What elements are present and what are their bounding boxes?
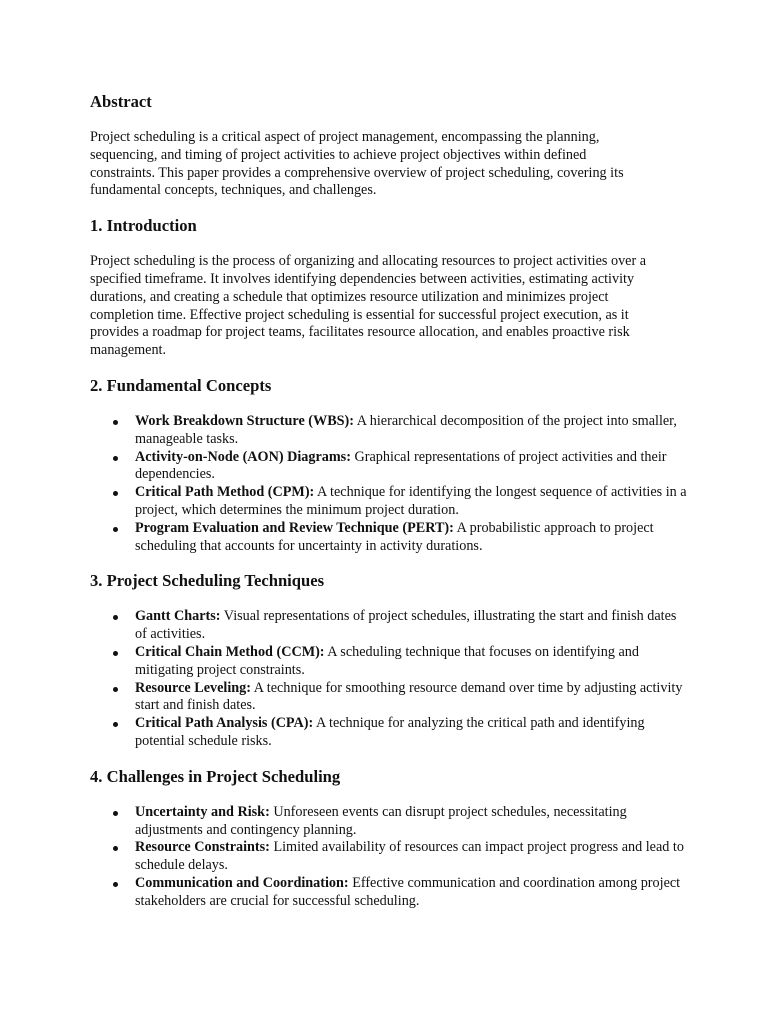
item-term: Critical Path Method (CPM): [135, 484, 315, 501]
item-term: Activity-on-Node (AON) Diagrams: [135, 448, 351, 465]
item-term: Program Evaluation and Review Technique (PERT): [135, 519, 454, 536]
item-description: A technique for identifying the longest sequence of activities in a project, which determines the minimum project duration. [135, 484, 687, 518]
list-item [90, 680, 690, 716]
item-term: Uncertainty and Risk: [135, 803, 270, 820]
challenges-heading: 4. Challenges in Project Scheduling [90, 766, 341, 786]
abstract-heading: Abstract [90, 92, 152, 111]
bullet-icon [113, 846, 118, 851]
item-description: A scheduling technique that focuses on identifying and mitigating project constraints. [135, 643, 639, 678]
item-term: Critical Chain Method (CCM): [135, 643, 325, 660]
item-description: Graphical representations of project activities and their dependencies. [135, 448, 667, 483]
item-term: Gantt Charts: [135, 608, 221, 625]
techniques-list [90, 608, 690, 750]
list-item [90, 875, 690, 911]
list-item [90, 449, 690, 485]
item-description: A technique for analyzing the critical path and identifying potential schedule risks. [135, 715, 645, 749]
bullet-icon [113, 420, 118, 425]
item-term: Resource Leveling: [135, 679, 251, 696]
item-term: Critical Path Analysis (CPA): [135, 715, 314, 732]
list-item [90, 608, 690, 644]
concepts-list [90, 413, 690, 555]
introduction-paragraph: Project scheduling is the process of organizing and allocating resources to project activities over a specified timeframe. It involves identifying dependencies between activities, estimating activity durations, and creating a schedule that optimizes resource utilization and minimizes project completion time. Effective project scheduling is essential for successful project execution, as it provides a roadmap for project teams, facilitates resource allocation, and enables proactive risk management. [90, 253, 647, 359]
item-description: A hierarchical decomposition of the project into smaller, manageable tasks. [135, 412, 677, 447]
bullet-icon [113, 491, 118, 496]
bullet-icon [113, 456, 118, 461]
item-description: A probabilistic approach to project scheduling that accounts for uncertainty in activity durations. [135, 519, 654, 554]
bullet-icon [113, 687, 118, 692]
item-term: Resource Constraints: [135, 839, 270, 856]
item-term: Work Breakdown Structure (WBS): [135, 412, 354, 429]
bullet-icon [113, 722, 118, 727]
list-item [90, 520, 690, 556]
bullet-icon [113, 615, 118, 620]
list-item [90, 484, 690, 520]
list-item [90, 644, 690, 680]
bullet-icon [113, 651, 118, 656]
bullet-icon [113, 527, 118, 532]
item-description: Visual representations of project schedules, illustrating the start and finish dates of activities. [135, 608, 677, 643]
list-item [90, 839, 690, 875]
item-description: A technique for smoothing resource demand over time by adjusting activity start and finish dates. [135, 679, 683, 714]
list-item [90, 715, 690, 751]
bullet-icon [113, 811, 118, 816]
item-description: Effective communication and coordination among project stakeholders are crucial for successful scheduling. [135, 874, 681, 909]
introduction-heading: 1. Introduction [90, 216, 197, 236]
bullet-icon [113, 882, 118, 887]
item-description: Limited availability of resources can impact project progress and lead to schedule delays. [135, 839, 684, 874]
abstract-paragraph: Project scheduling is a critical aspect of project management, encompassing the planning, sequencing, and timing of project activities to achieve project objectives within defined constraints. This paper provides a comprehensive overview of project scheduling, covering its fundamental concepts, techniques, and challenges. [90, 129, 624, 199]
item-description: Unforeseen events can disrupt project schedules, necessitating adjustments and contingency planning. [135, 803, 627, 838]
concepts-heading: 2. Fundamental Concepts [90, 375, 272, 395]
techniques-heading: 3. Project Scheduling Techniques [90, 571, 325, 591]
document-body [90, 93, 690, 911]
list-item [90, 413, 690, 449]
list-item [90, 804, 690, 840]
item-term: Communication and Coordination: [135, 874, 349, 891]
challenges-list [90, 804, 690, 911]
